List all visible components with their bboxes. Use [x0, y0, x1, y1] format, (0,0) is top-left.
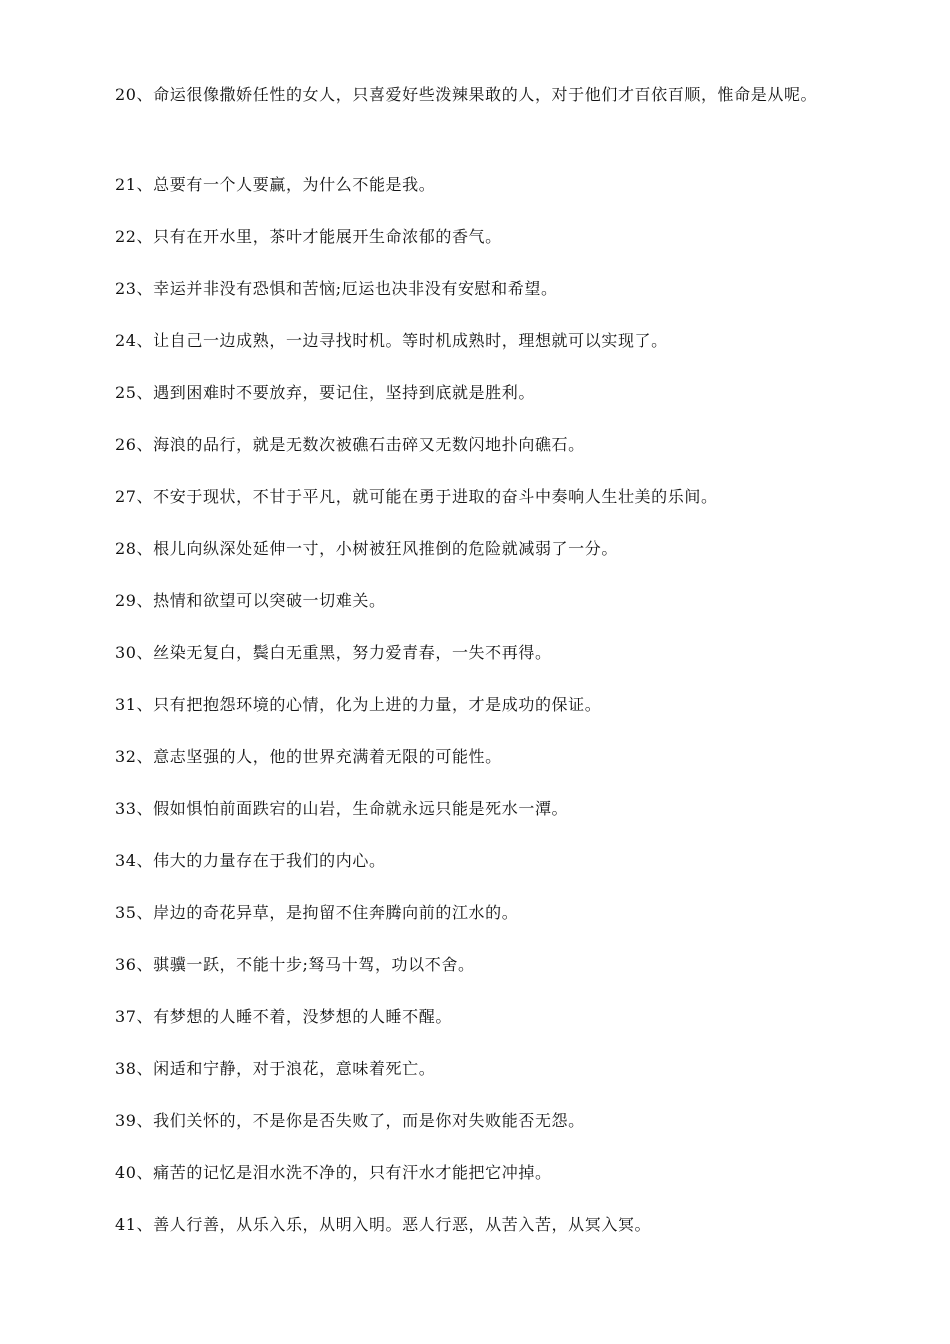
quote-27: 27、不安于现状，不甘于平凡，就可能在勇于进取的奋斗中奏响人生壮美的乐间。 [115, 487, 718, 506]
quote-41: 41、善人行善，从乐入乐，从明入明。恶人行恶，从苦入苦，从冥入冥。 [115, 1215, 652, 1234]
quote-28: 28、根儿向纵深处延伸一寸，小树被狂风推倒的危险就减弱了一分。 [115, 539, 618, 558]
quote-34: 34、伟大的力量存在于我们的内心。 [115, 851, 386, 870]
quote-31: 31、只有把抱怨环境的心情，化为上进的力量，才是成功的保证。 [115, 695, 602, 714]
quote-37: 37、有梦想的人睡不着，没梦想的人睡不醒。 [115, 1007, 452, 1026]
quote-25: 25、遇到困难时不要放弃，要记住，坚持到底就是胜利。 [115, 383, 535, 402]
quote-36: 36、骐骥一跃，不能十步;驽马十驾，功以不舍。 [115, 955, 475, 974]
quote-20: 20、命运很像撒娇任性的女人，只喜爱好些泼辣果敢的人，对于他们才百依百顺，惟命是从呢。 [115, 85, 818, 104]
quote-35: 35、岸边的奇花异草，是拘留不住奔腾向前的江水的。 [115, 903, 519, 922]
quote-29: 29、热情和欲望可以突破一切难关。 [115, 591, 386, 610]
quote-40: 40、痛苦的记忆是泪水洗不净的，只有汗水才能把它冲掉。 [115, 1163, 552, 1182]
quote-26: 26、海浪的品行，就是无数次被礁石击碎又无数闪地扑向礁石。 [115, 435, 585, 454]
quote-22: 22、只有在开水里，茶叶才能展开生命浓郁的香气。 [115, 227, 502, 246]
quote-32: 32、意志坚强的人，他的世界充满着无限的可能性。 [115, 747, 502, 766]
quote-38: 38、闲适和宁静，对于浪花，意味着死亡。 [115, 1059, 436, 1078]
quote-30: 30、丝染无复白，鬓白无重黑，努力爱青春，一失不再得。 [115, 643, 552, 662]
quote-21: 21、总要有一个人要赢，为什么不能是我。 [115, 175, 436, 194]
quote-24: 24、让自己一边成熟，一边寻找时机。等时机成熟时，理想就可以实现了。 [115, 331, 668, 350]
quote-33: 33、假如惧怕前面跌宕的山岩，生命就永远只能是死水一潭。 [115, 799, 569, 818]
quote-39: 39、我们关怀的，不是你是否失败了，而是你对失败能否无怨。 [115, 1111, 585, 1130]
quote-23: 23、幸运并非没有恐惧和苦恼;厄运也决非没有安慰和希望。 [115, 279, 558, 298]
